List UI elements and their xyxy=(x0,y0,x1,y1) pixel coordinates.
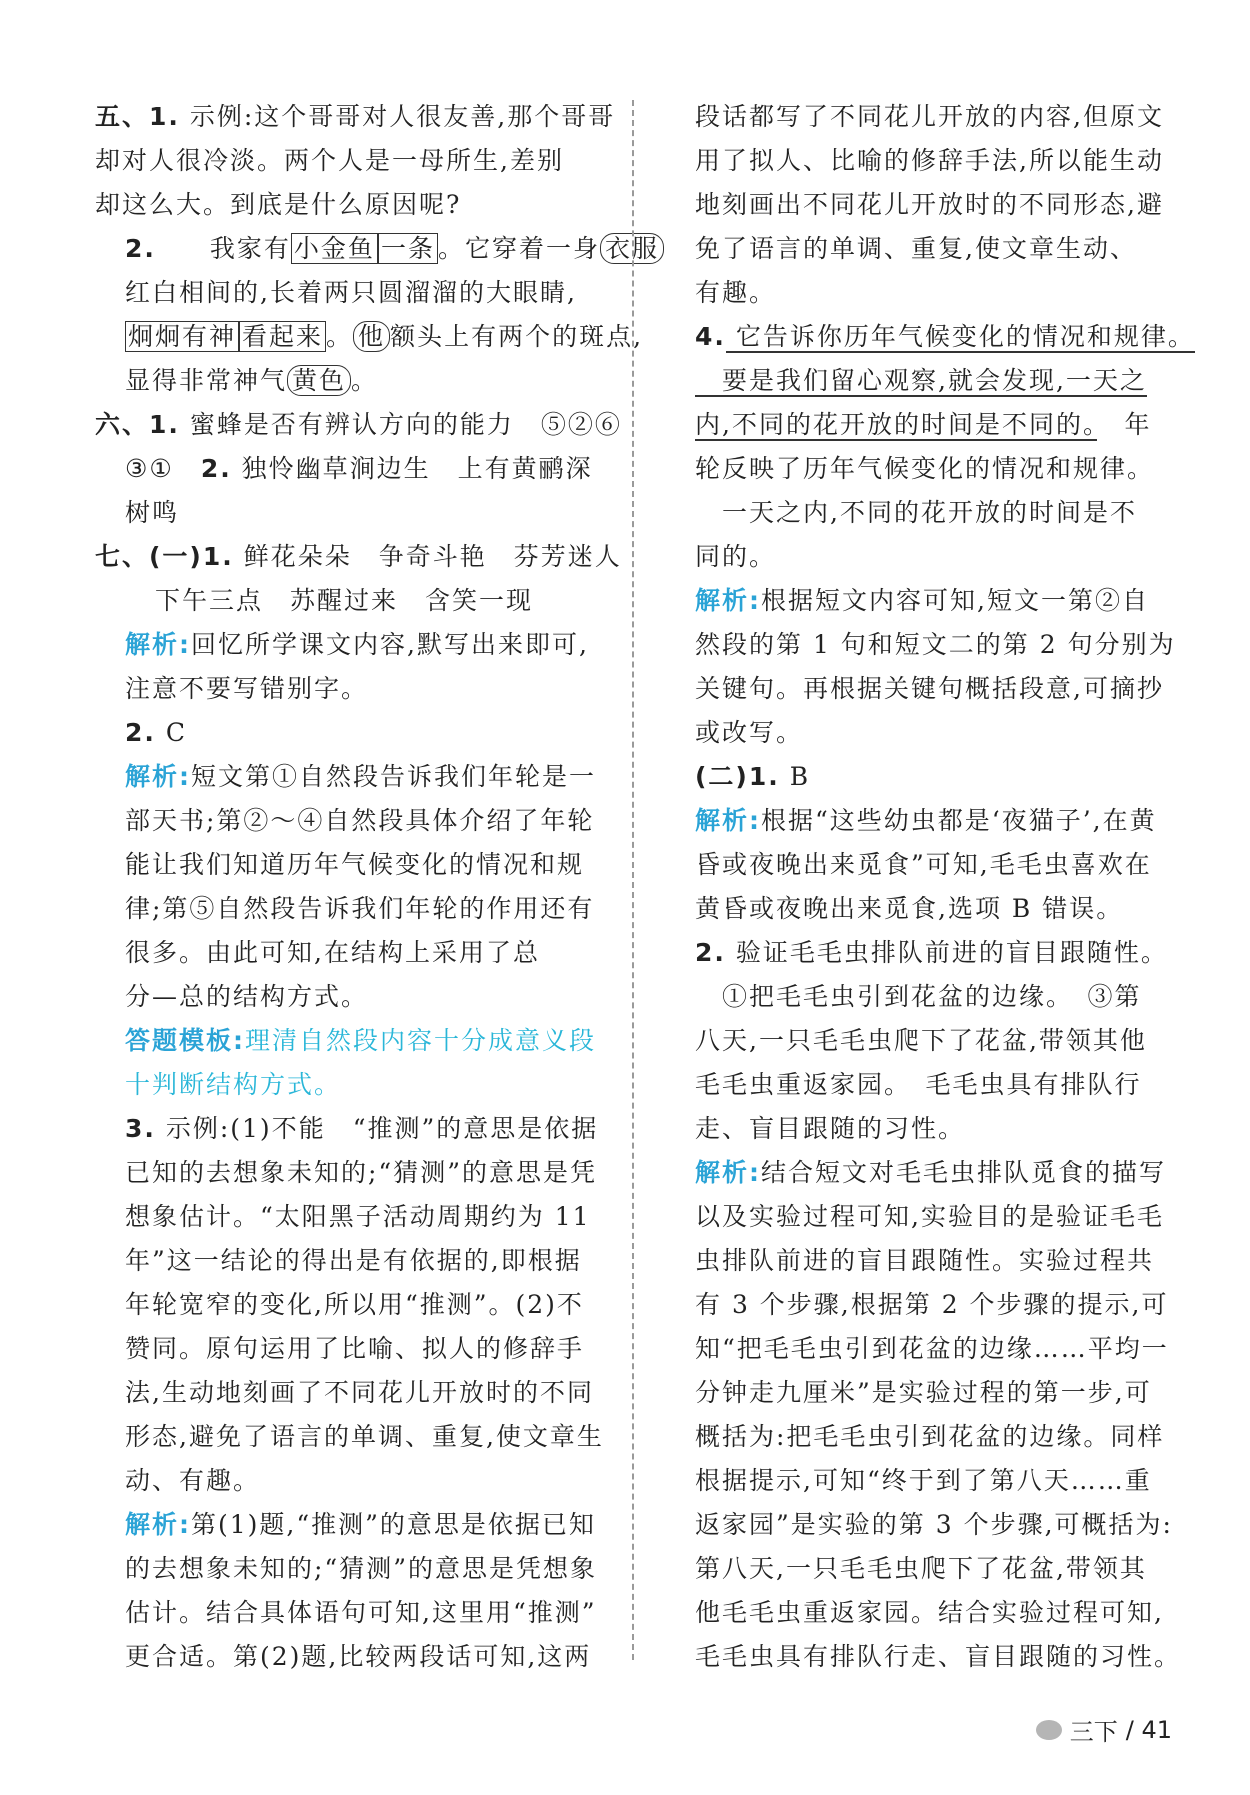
text-run: 形态,避免了语言的单调、重复,使文章生 xyxy=(125,1422,604,1451)
text-run: 或改写。 xyxy=(695,718,804,747)
left-text-line xyxy=(95,183,605,227)
text-run: 一条 xyxy=(378,233,438,264)
text-run: 有 3 个步骤,根据第 2 个步骤的提示,可 xyxy=(695,1290,1169,1319)
left-text-line xyxy=(95,1327,605,1371)
right-text-line xyxy=(695,95,1173,139)
right-text-line xyxy=(695,755,1173,799)
text-run: 六、1. xyxy=(95,410,180,439)
text-run: 地刻画出不同花儿开放时的不同形态,避 xyxy=(695,190,1164,219)
text-run: 有趣。 xyxy=(695,278,777,307)
left-column xyxy=(95,95,659,1679)
text-run: 要是我们留心观察,就会发现,一天之 xyxy=(695,366,1147,395)
right-text-line xyxy=(695,183,1173,227)
text-run: 内,不同的花开放的时间是不同的。 xyxy=(695,410,1098,439)
text-run: 知“把毛毛虫引到花盆的边缘……平均一 xyxy=(695,1334,1169,1363)
text-run: 短文第①自然段告诉我们年轮是一 xyxy=(191,762,597,791)
text-run: 下午三点 苏醒过来 含笑一现 xyxy=(155,586,534,615)
text-run: 估计。结合具体语句可知,这里用“推测” xyxy=(125,1598,597,1627)
page-footer xyxy=(1036,1712,1172,1747)
text-run: C xyxy=(155,718,187,747)
text-run: 红白相间的,长着两只圆溜溜的大眼睛, xyxy=(125,278,577,307)
left-text-line xyxy=(95,1063,605,1107)
right-text-line xyxy=(695,403,1173,447)
right-text-line xyxy=(695,535,1173,579)
text-run: 我家有 xyxy=(155,234,291,263)
left-text-line xyxy=(95,447,605,491)
left-text-line xyxy=(95,1635,605,1679)
text-run: 看起来 xyxy=(239,321,326,352)
right-text-line xyxy=(695,1371,1173,1415)
right-text-line xyxy=(695,931,1173,975)
analysis-tag: 解析: xyxy=(125,1510,191,1539)
right-text-line xyxy=(695,359,1173,403)
text-run: 它告诉你历年气候变化的情况和规律。 xyxy=(725,322,1195,351)
right-text-line xyxy=(695,1415,1173,1459)
text-run: 3. xyxy=(125,1114,156,1143)
text-run: 能让我们知道历年气候变化的情况和规 xyxy=(125,850,585,879)
text-run: 的斑点, xyxy=(552,322,644,351)
text-run: B xyxy=(779,762,811,791)
text-run: 树鸣 xyxy=(125,498,180,527)
text-run: 第八天,一只毛毛虫爬下了花盆,带领其 xyxy=(695,1554,1147,1583)
text-run: 八天,一只毛毛虫爬下了花盆,带领其他 xyxy=(695,1026,1147,1055)
left-text-line xyxy=(95,1195,605,1239)
left-text-line xyxy=(95,975,605,1019)
analysis-tag: 解析: xyxy=(695,586,761,615)
text-run: 法,生动地刻画了不同花儿开放时的不同 xyxy=(125,1378,594,1407)
text-run: 免了语言的单调、重复,使文章生动、 xyxy=(695,234,1137,263)
right-text-line xyxy=(695,1107,1173,1151)
text-run: 蜜蜂是否有辨认方向的能力 ⑤②⑥ xyxy=(179,410,622,439)
text-run: 独怜幽草涧边生 上有黄鹂深 xyxy=(231,454,593,483)
text-run: 结合短文对毛毛虫排队觅食的描写 xyxy=(761,1158,1167,1187)
text-run: ①把毛毛虫引到花盆的边缘。 ③第 xyxy=(695,982,1142,1011)
right-text-line xyxy=(695,1459,1173,1503)
text-run: 2. xyxy=(125,234,156,263)
text-run: 年轮宽窄的变化,所以用“推测”。(2)不 xyxy=(125,1290,584,1319)
text-run: 赞同。原句运用了比喻、拟人的修辞手 xyxy=(125,1334,585,1363)
text-run: 七、(一)1. xyxy=(95,542,234,571)
left-text-line xyxy=(95,403,622,447)
left-text-line xyxy=(95,271,605,315)
right-text-line xyxy=(695,843,1173,887)
right-text-line xyxy=(695,1547,1173,1591)
text-run: 毛毛虫具有排队行走、盲目跟随的习性。 xyxy=(695,1642,1182,1671)
text-run: 鲜花朵朵 争奇斗艳 芬芳迷人 xyxy=(233,542,622,571)
text-run: 一天之内,不同的花开放的时间是不 xyxy=(695,498,1137,527)
text-run: (二)1. xyxy=(695,762,780,791)
page-number: / 41 xyxy=(1125,1715,1172,1744)
right-text-line xyxy=(695,711,1173,755)
text-run: 根据“这些幼虫都是‘夜猫子’,在黄 xyxy=(761,806,1157,835)
text-run: 示例:(1)不能 “推测”的意思是依据 xyxy=(155,1114,599,1143)
right-text-line xyxy=(695,887,1173,931)
text-run: 衣服 xyxy=(600,233,664,264)
text-run: 黄昏或夜晚出来觅食,选项 B 错误。 xyxy=(695,894,1124,923)
text-run: 十判断结构方式。 xyxy=(125,1070,342,1099)
right-text-line xyxy=(695,1195,1173,1239)
left-text-line xyxy=(95,887,605,931)
text-run: 他毛毛虫重返家园。结合实验过程可知, xyxy=(695,1598,1164,1627)
text-run: 验证毛毛虫排队前进的盲目跟随性。 xyxy=(725,938,1168,967)
right-text-line xyxy=(695,975,1173,1019)
right-text-line xyxy=(695,667,1173,711)
left-text-line xyxy=(95,359,605,403)
text-run: 2. xyxy=(695,938,726,967)
text-run: 的去想象未知的;“猜测”的意思是凭想象 xyxy=(125,1554,597,1583)
left-text-line xyxy=(95,667,605,711)
text-run: 额头上有两个 xyxy=(390,322,553,351)
text-run: 五、1. xyxy=(95,102,180,131)
text-run: 根据提示,可知“终于到了第八天……重 xyxy=(695,1466,1152,1495)
right-text-line xyxy=(695,315,1195,359)
text-run: 以及实验过程可知,实验目的是验证毛毛 xyxy=(695,1202,1164,1231)
text-run: 注意不要写错别字。 xyxy=(125,674,369,703)
text-run: 第(1)题,“推测”的意思是依据已知 xyxy=(191,1510,596,1539)
text-run: 概括为:把毛毛虫引到花盆的边缘。同样 xyxy=(695,1422,1165,1451)
text-run: 律;第⑤自然段告诉我们年轮的作用还有 xyxy=(125,894,595,923)
text-run: 关键句。再根据关键句概括段意,可摘抄 xyxy=(695,674,1164,703)
text-run: 黄色 xyxy=(287,365,351,396)
left-text-line xyxy=(95,315,644,359)
text-run: 理清自然段内容十分成意义段 xyxy=(245,1026,597,1055)
text-run: 。它穿着一身 xyxy=(437,234,600,263)
text-run: 返家园”是实验的第 3 个步骤,可概括为: xyxy=(695,1510,1173,1539)
text-run: 。 xyxy=(351,366,379,395)
text-run: 却这么大。到底是什么原因呢? xyxy=(95,190,462,219)
left-text-line xyxy=(95,535,622,579)
right-text-line xyxy=(695,227,1173,271)
left-text-line xyxy=(95,711,605,755)
left-text-line xyxy=(95,579,605,623)
text-run: 同的。 xyxy=(695,542,777,571)
right-text-line xyxy=(695,1063,1173,1107)
right-text-line xyxy=(695,1635,1182,1679)
text-run: 轮反映了历年气候变化的情况和规律。 xyxy=(695,454,1155,483)
text-run: 部天书;第②～④自然段具体介绍了年轮 xyxy=(125,806,595,835)
left-text-line xyxy=(95,95,616,139)
right-text-line xyxy=(695,799,1173,843)
right-text-line xyxy=(695,1239,1173,1283)
right-text-line xyxy=(695,447,1173,491)
right-text-line xyxy=(695,1151,1173,1195)
text-run: 动、有趣。 xyxy=(125,1466,261,1495)
right-text-line xyxy=(695,1503,1173,1547)
left-text-line xyxy=(95,755,605,799)
left-text-line xyxy=(95,1283,605,1327)
text-run: 用了拟人、比喻的修辞手法,所以能生动 xyxy=(695,146,1164,175)
right-text-line xyxy=(695,1591,1173,1635)
left-text-line xyxy=(95,1107,605,1151)
left-text-line xyxy=(95,1503,605,1547)
analysis-tag: 解析: xyxy=(125,630,191,659)
right-text-line xyxy=(695,1283,1173,1327)
right-text-line xyxy=(695,139,1173,183)
publisher-logo-icon xyxy=(1036,1720,1062,1740)
text-run: 2. xyxy=(200,454,232,483)
text-run: 却对人很冷淡。两个人是一母所生,差别 xyxy=(95,146,564,175)
left-text-line xyxy=(95,227,659,271)
right-text-line xyxy=(695,1019,1173,1063)
analysis-tag: 答题模板: xyxy=(125,1026,245,1055)
text-run: 毛毛虫重返家园。 毛毛虫具有排队行 xyxy=(695,1070,1142,1099)
text-run: 小金鱼 xyxy=(291,233,378,264)
left-text-line xyxy=(95,799,605,843)
text-run: 已知的去想象未知的;“猜测”的意思是凭 xyxy=(125,1158,597,1187)
right-text-line xyxy=(695,579,1173,623)
left-text-line xyxy=(95,1239,605,1283)
left-text-line xyxy=(95,1415,605,1459)
left-text-line xyxy=(95,1459,605,1503)
text-run: 2. xyxy=(125,718,156,747)
left-text-line xyxy=(95,1151,605,1195)
grade-label: 三下 xyxy=(1069,1718,1118,1746)
text-run: 示例:这个哥哥对人很友善,那个哥哥 xyxy=(179,102,616,131)
text-run: ③① xyxy=(125,454,201,483)
text-run: 段话都写了不同花儿开放的内容,但原文 xyxy=(695,102,1164,131)
text-run: 显得非常神气 xyxy=(125,366,288,395)
left-text-line xyxy=(95,1019,605,1063)
right-text-line xyxy=(695,271,1173,315)
text-run: 更合适。第(2)题,比较两段话可知,这两 xyxy=(125,1642,592,1671)
text-run: 回忆所学课文内容,默写出来即可, xyxy=(191,630,589,659)
analysis-tag: 解析: xyxy=(695,806,761,835)
right-text-line xyxy=(695,1327,1173,1371)
text-run: 走、盲目跟随的习性。 xyxy=(695,1114,966,1143)
column-divider xyxy=(632,100,634,1660)
text-run: 4. xyxy=(695,322,726,351)
text-run: 年 xyxy=(1097,410,1152,439)
left-text-line xyxy=(95,931,605,975)
analysis-tag: 解析: xyxy=(695,1158,761,1187)
text-run: 。 xyxy=(326,322,354,351)
text-run: 根据短文内容可知,短文一第②自 xyxy=(761,586,1149,615)
text-run: 炯炯有神 xyxy=(125,321,239,352)
left-text-line xyxy=(95,491,605,535)
text-run: 昏或夜晚出来觅食”可知,毛毛虫喜欢在 xyxy=(695,850,1152,879)
text-run: 虫排队前进的盲目跟随性。实验过程共 xyxy=(695,1246,1155,1275)
text-run: 他 xyxy=(353,321,390,352)
text-run: 分—总的结构方式。 xyxy=(125,982,369,1011)
left-text-line xyxy=(95,1547,605,1591)
text-run: 很多。由此可知,在结构上采用了总 xyxy=(125,938,540,967)
left-text-line xyxy=(95,843,605,887)
left-text-line xyxy=(95,623,605,667)
text-run: 想象估计。“太阳黑子活动周期约为 11 xyxy=(125,1202,591,1231)
analysis-tag: 解析: xyxy=(125,762,191,791)
left-text-line xyxy=(95,139,605,183)
left-text-line xyxy=(95,1371,605,1415)
text-run: 年”这一结论的得出是有依据的,即根据 xyxy=(125,1246,582,1275)
left-text-line xyxy=(95,1591,605,1635)
text-run: 分钟走九厘米”是实验过程的第一步,可 xyxy=(695,1378,1152,1407)
text-run: 然段的第 1 句和短文二的第 2 句分别为 xyxy=(695,630,1176,659)
right-text-line xyxy=(695,491,1173,535)
right-column xyxy=(695,95,1195,1679)
right-text-line xyxy=(695,623,1176,667)
